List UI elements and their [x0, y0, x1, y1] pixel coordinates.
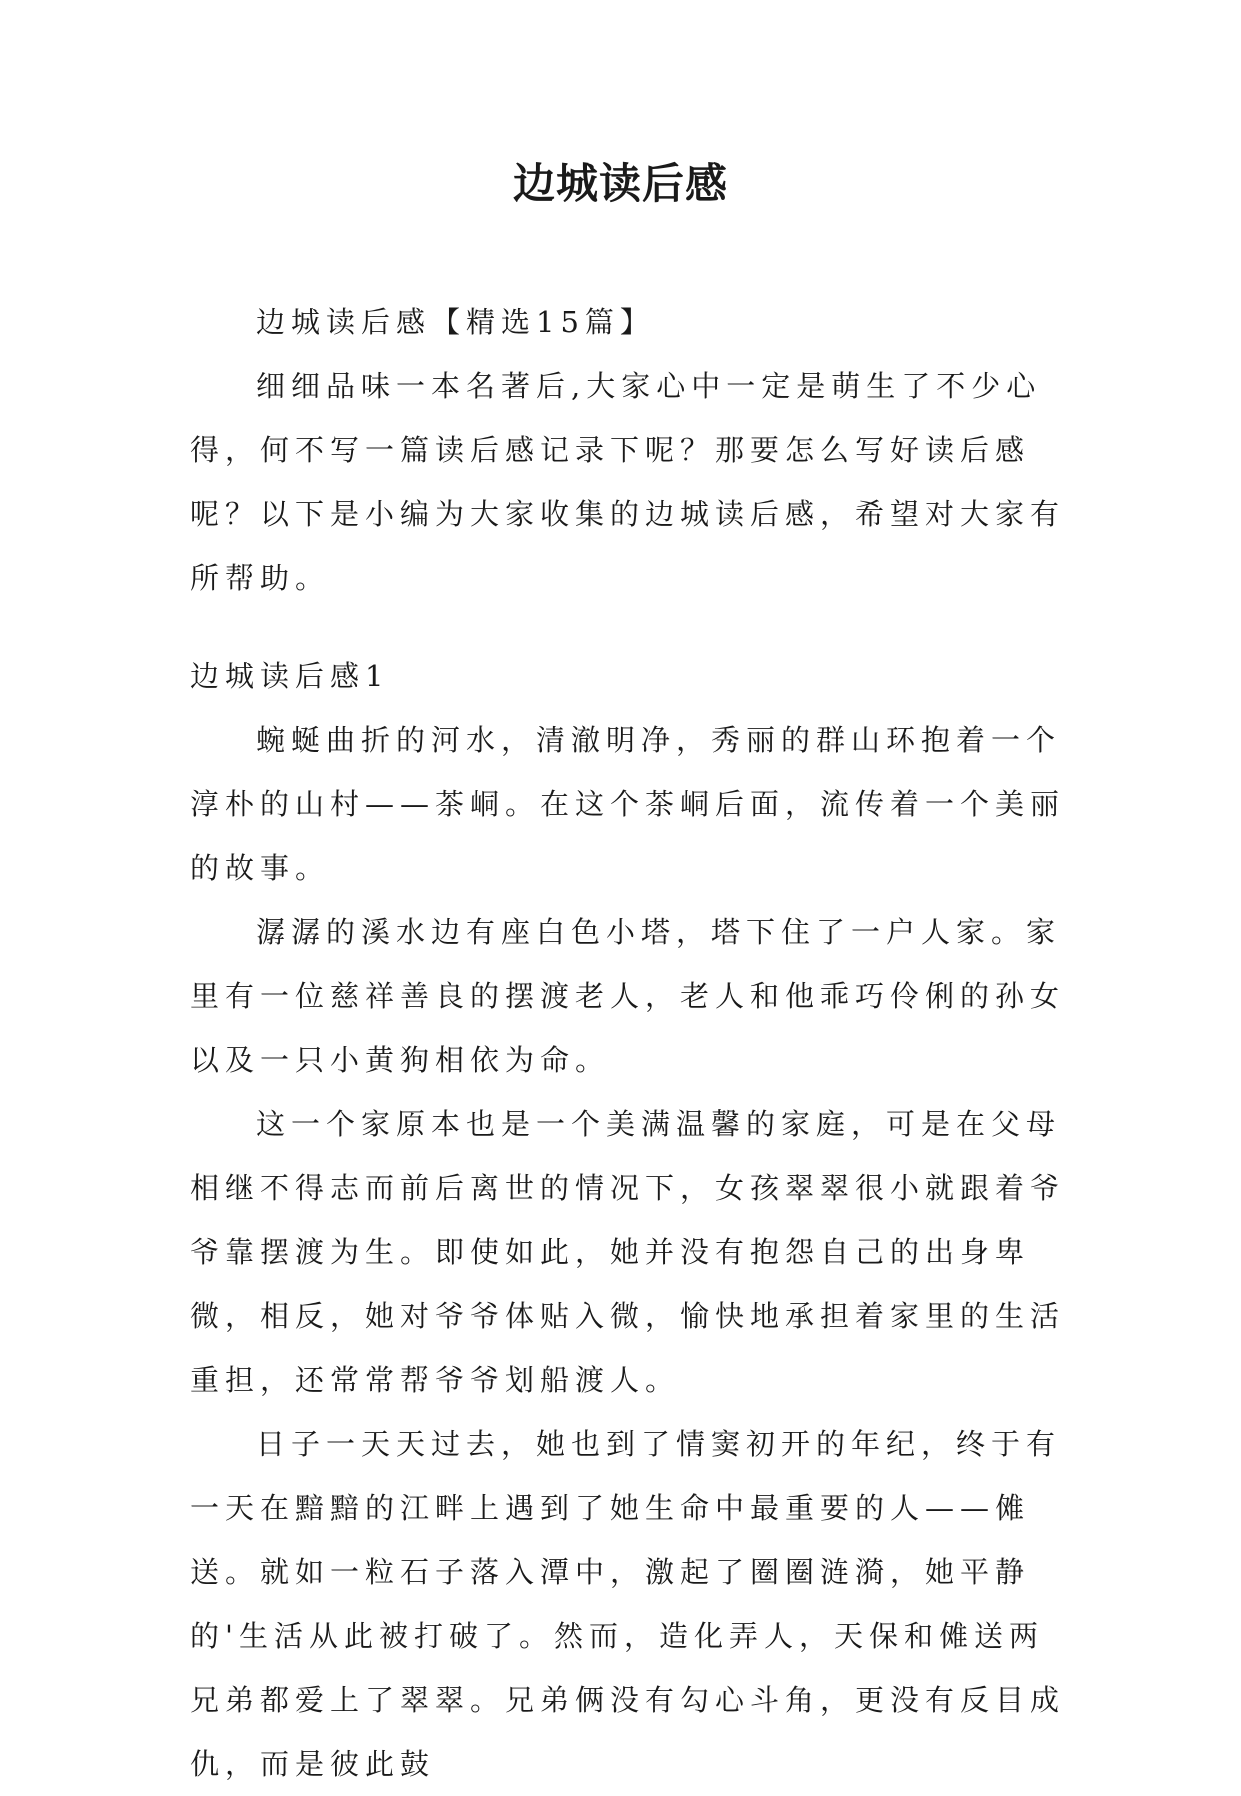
body-paragraph: 日子一天天过去，她也到了情窦初开的年纪，终于有一天在黯黯的江畔上遇到了她生命中最重要的人——傩送。就如一粒石子落入潭中，激起了圈圈涟漪，她平静的'生活从此被打破了。然而，造化弄人，天保和傩送两兄弟都爱上了翠翠。兄弟俩没有勾心斗角，更没有反目成仇，而是彼此鼓	[190, 1427, 1066, 1781]
subtitle-paragraph: 边城读后感【精选15篇】	[256, 305, 655, 339]
body-paragraph: 蜿蜒曲折的河水，清澈明净，秀丽的群山环抱着一个淳朴的山村——茶峒。在这个茶峒后面，流传着一个美丽的故事。	[190, 723, 1066, 885]
section-heading: 边城读后感1	[190, 659, 390, 693]
body-paragraph: 潺潺的溪水边有座白色小塔，塔下住了一户人家。家里有一位慈祥善良的摆渡老人，老人和他乖巧伶俐的孙女以及一只小黄狗相依为命。	[190, 915, 1066, 1077]
document-body	[190, 290, 1070, 1796]
intro-paragraph: 细细品味一本名著后,大家心中一定是萌生了不少心得，何不写一篇读后感记录下呢？那要怎么写好读后感呢？以下是小编为大家收集的边城读后感，希望对大家有所帮助。	[190, 369, 1066, 595]
body-paragraph: 这一个家原本也是一个美满温馨的家庭，可是在父母相继不得志而前后离世的情况下，女孩翠翠很小就跟着爷爷靠摆渡为生。即使如此，她并没有抱怨自己的出身卑微，相反，她对爷爷体贴入微，愉快地承担着家里的生活重担，还常常帮爷爷划船渡人。	[190, 1107, 1066, 1397]
document-title: 边城读后感	[512, 159, 728, 208]
